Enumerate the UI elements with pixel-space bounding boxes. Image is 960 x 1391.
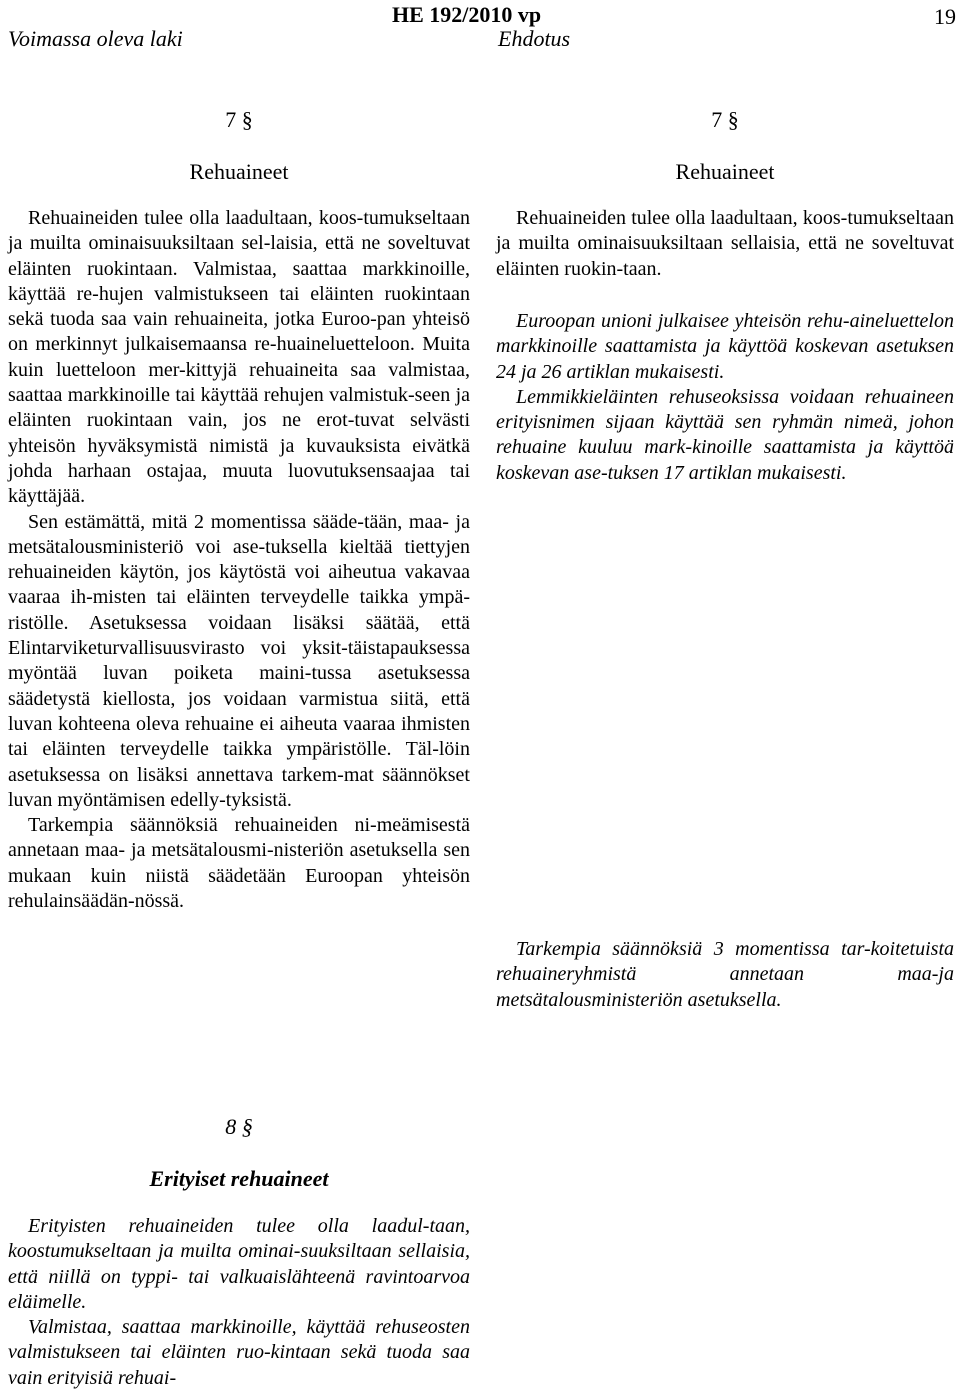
section-title: Rehuaineet [189, 159, 289, 184]
left-column-label: Voimassa oleva laki [8, 26, 183, 51]
paragraph: Rehuaineiden tulee olla laadultaan, koos-tumukseltaan ja muilta ominaisuuksiltaan sel-laisia, että ne soveltuvat eläinten ruokintaan. Valmistaa, saattaa markkinoille, käyttää re-hujen valmistukseen tai eläinten ruokintaan sekä tuoda saa vain rehuaineita, jotka Euroo-pan yhteisö on merkinnyt julkaisemaansa re-huaineluetteloon. Muita kuin luetteloon mer-kittyjä rehuaineita saa valmistaa, saattaa markkinoille tai käyttää rehujen valmistuk-seen ja eläinten ruokintaan vain, jos ne erot-tuvat selvästi yhteisön hyväksymistä nimistä ja kuvauksista eivätkä johda harhaan ostajaa, muuta luovutuksensaajaa tai käyttäjää. [8, 207, 470, 508]
paragraph: Tarkempia säännöksiä rehuaineiden ni-meämisestä annetaan maa- ja metsätalousmi-nisteriön asetuksella sen mukaan kuin niistä säädetään Euroopan yhteisön rehulainsäädän-nössä. [8, 814, 470, 913]
section-title: Rehuaineet [675, 159, 775, 184]
paragraph: Erityisten rehuaineiden tulee olla laadul-taan, koostumukseltaan ja muilta ominai-suuksiltaan sellaisia, että niillä on typpi- tai valkuaislähteenä ravintoarvoa eläimelle. [8, 1215, 470, 1313]
right-last-paragraph [496, 937, 954, 1013]
section-number: 8 § [225, 1114, 253, 1139]
section-number: 7 § [225, 107, 253, 132]
document-id: HE 192/2010 vp [392, 2, 542, 27]
right-section-7-body [496, 206, 954, 282]
section-number: 7 § [711, 107, 739, 132]
section-title: Erityiset rehuaineet [149, 1166, 329, 1191]
left-section-7-heading [8, 107, 470, 185]
paragraph: Tarkempia säännöksiä 3 momentissa tar-koitetuista rehuaineryhmistä annetaan maa-ja metsätalousministeriön asetuksella. [496, 938, 954, 1011]
paragraph: Lemmikkieläinten rehuseoksissa voidaan rehuaineen erityisnimen sijaan käyttää sen ryhmän nimeä, johon rehuaine kuuluu mark-kinoille saattamista ja käyttöä koskevan ase-tuksen 17 artiklan mukaisesti. [496, 385, 954, 484]
paragraph: Rehuaineiden tulee olla laadultaan, koos-tumukseltaan ja muilta ominaisuuksiltaan sellaisia, että ne soveltuvat eläinten ruokin-taan. [496, 207, 954, 280]
left-section-8-body [8, 1214, 470, 1391]
paragraph: Valmistaa, saattaa markkinoille, käyttää rehuseosten valmistukseen tai eläinten ruo-kintaan sekä tuoda saa vain erityisiä rehuai- [8, 1316, 470, 1389]
paragraph: Sen estämättä, mitä 2 momentissa sääde-tään, maa- ja metsätalousministeriö voi ase-tuksella kieltää tiettyjen rehuaineiden käytön, jos käytöstä voi aiheutua vakavaa vaaraa ih-misten tai eläinten terveydelle taikka ympä-ristölle. Asetuksessa voidaan lisäksi säätää, että Elintarviketurvallisuusvirasto voi yksit-täistapauksessa myöntää luvan poiketa maini-tussa asetuksessa säädetystä kiellosta, jos voidaan varmistua siitä, että luvan kohteena oleva rehuaine ei aiheuta vaaraa ihmisten tai eläinten terveydelle taikka ympäristölle. Täl-löin asetuksessa on lisäksi annettava tarkem-mat säännökset luvan myöntämisen edelly-tyksistä. [8, 510, 470, 811]
left-section-8-heading [8, 1114, 470, 1192]
left-section-7-body [8, 206, 470, 914]
right-section-7-heading [496, 107, 954, 185]
paragraph: Euroopan unioni julkaisee yhteisön rehu-aineluettelon markkinoille saattamista ja käyttöä koskevan asetuksen 24 ja 26 artiklan mukaisesti. [496, 310, 954, 383]
page-number: 19 [934, 4, 956, 29]
right-italic-paragraphs [496, 309, 954, 486]
right-column-label: Ehdotus [498, 26, 571, 51]
